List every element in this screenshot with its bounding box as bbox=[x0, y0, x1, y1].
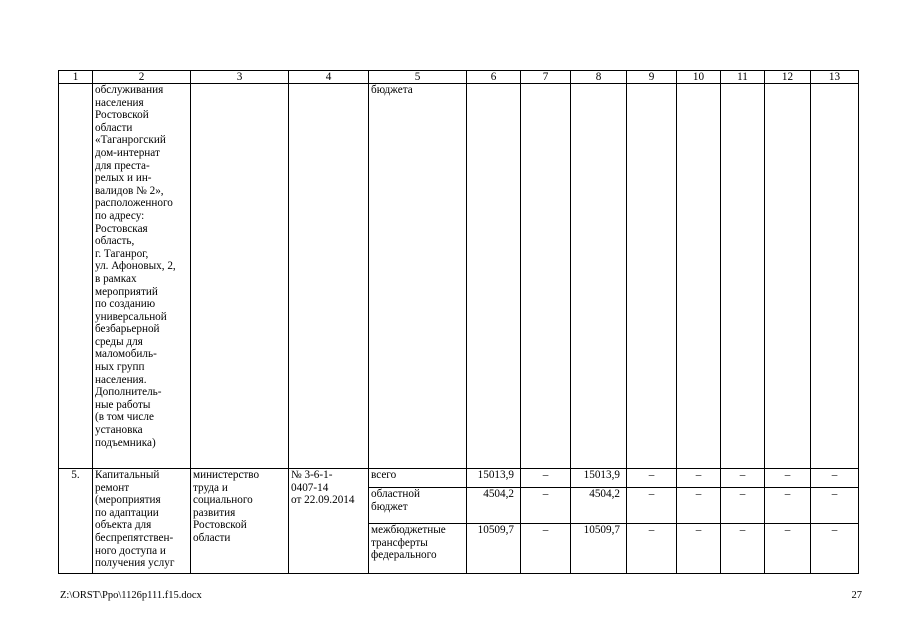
header-cell: 10 bbox=[677, 71, 721, 84]
table-row bbox=[59, 469, 859, 488]
table-cell bbox=[571, 84, 627, 469]
funding-source-cell: бюджета bbox=[369, 84, 467, 469]
page-number: 27 bbox=[851, 590, 862, 601]
value-cell: – bbox=[765, 469, 811, 488]
header-cell: 5 bbox=[369, 71, 467, 84]
header-cell: 11 bbox=[721, 71, 765, 84]
budget-table bbox=[58, 70, 859, 574]
funding-source-cell: межбюджетные трансферты федерального bbox=[369, 524, 467, 574]
header-cell: 6 bbox=[467, 71, 521, 84]
value-cell: – bbox=[721, 488, 765, 524]
table-cell bbox=[627, 84, 677, 469]
file-path-footer: Z:\ORST\Ppo\1126p111.f15.docx bbox=[60, 590, 202, 601]
value-cell: – bbox=[521, 469, 571, 488]
value-cell: – bbox=[811, 469, 859, 488]
value-cell: – bbox=[627, 488, 677, 524]
value-cell: – bbox=[677, 469, 721, 488]
table-cell bbox=[467, 84, 521, 469]
value-cell: – bbox=[721, 524, 765, 574]
header-cell: 2 bbox=[93, 71, 191, 84]
value-cell: 4504,2 bbox=[467, 488, 521, 524]
table-cell bbox=[191, 84, 289, 469]
value-cell: 4504,2 bbox=[571, 488, 627, 524]
funding-source-cell: областной бюджет bbox=[369, 488, 467, 524]
funding-source-cell: всего bbox=[369, 469, 467, 488]
table-cell bbox=[721, 84, 765, 469]
table-cell bbox=[59, 84, 93, 469]
value-cell: 10509,7 bbox=[571, 524, 627, 574]
value-cell: – bbox=[765, 488, 811, 524]
object-name-cell: Капитальный ремонт (мероприятия по адаптации объекта для беспрепятствен- ного доступа и получения услуг bbox=[93, 469, 191, 574]
value-cell: 10509,7 bbox=[467, 524, 521, 574]
table-cell bbox=[677, 84, 721, 469]
value-cell: 15013,9 bbox=[467, 469, 521, 488]
customer-cell: министерство труда и социального развития Ростовской области bbox=[191, 469, 289, 574]
table-cell bbox=[765, 84, 811, 469]
header-cell: 13 bbox=[811, 71, 859, 84]
value-cell: – bbox=[677, 524, 721, 574]
value-cell: – bbox=[627, 469, 677, 488]
value-cell: – bbox=[627, 524, 677, 574]
header-cell: 4 bbox=[289, 71, 369, 84]
value-cell: – bbox=[521, 488, 571, 524]
row-number-cell: 5. bbox=[59, 469, 93, 574]
value-cell: – bbox=[677, 488, 721, 524]
column-number-row bbox=[59, 71, 859, 84]
value-cell: – bbox=[765, 524, 811, 574]
table-cell bbox=[521, 84, 571, 469]
header-cell: 7 bbox=[521, 71, 571, 84]
table-row-continued bbox=[59, 84, 859, 469]
value-cell: – bbox=[811, 488, 859, 524]
header-cell: 8 bbox=[571, 71, 627, 84]
value-cell: – bbox=[811, 524, 859, 574]
header-cell: 9 bbox=[627, 71, 677, 84]
value-cell: – bbox=[721, 469, 765, 488]
table-cell bbox=[289, 84, 369, 469]
header-cell: 12 bbox=[765, 71, 811, 84]
table-cell bbox=[811, 84, 859, 469]
value-cell: – bbox=[521, 524, 571, 574]
document-cell: № 3-6-1- 0407-14 от 22.09.2014 bbox=[289, 469, 369, 574]
header-cell: 1 bbox=[59, 71, 93, 84]
value-cell: 15013,9 bbox=[571, 469, 627, 488]
object-name-cell: обслуживания населения Ростовской области «Таганрогский дом-интернат для преста- релых и ин- валидов № 2», расположенного по адресу: Ростовская область, г. Таганрог, ул. Афоновых, 2, в рамках мероприятий по созданию универсальной безбарьерной среды для маломобиль- ных групп населения. Дополнитель- ные работы (в том числе установка подъемника) bbox=[93, 84, 191, 469]
header-cell: 3 bbox=[191, 71, 289, 84]
